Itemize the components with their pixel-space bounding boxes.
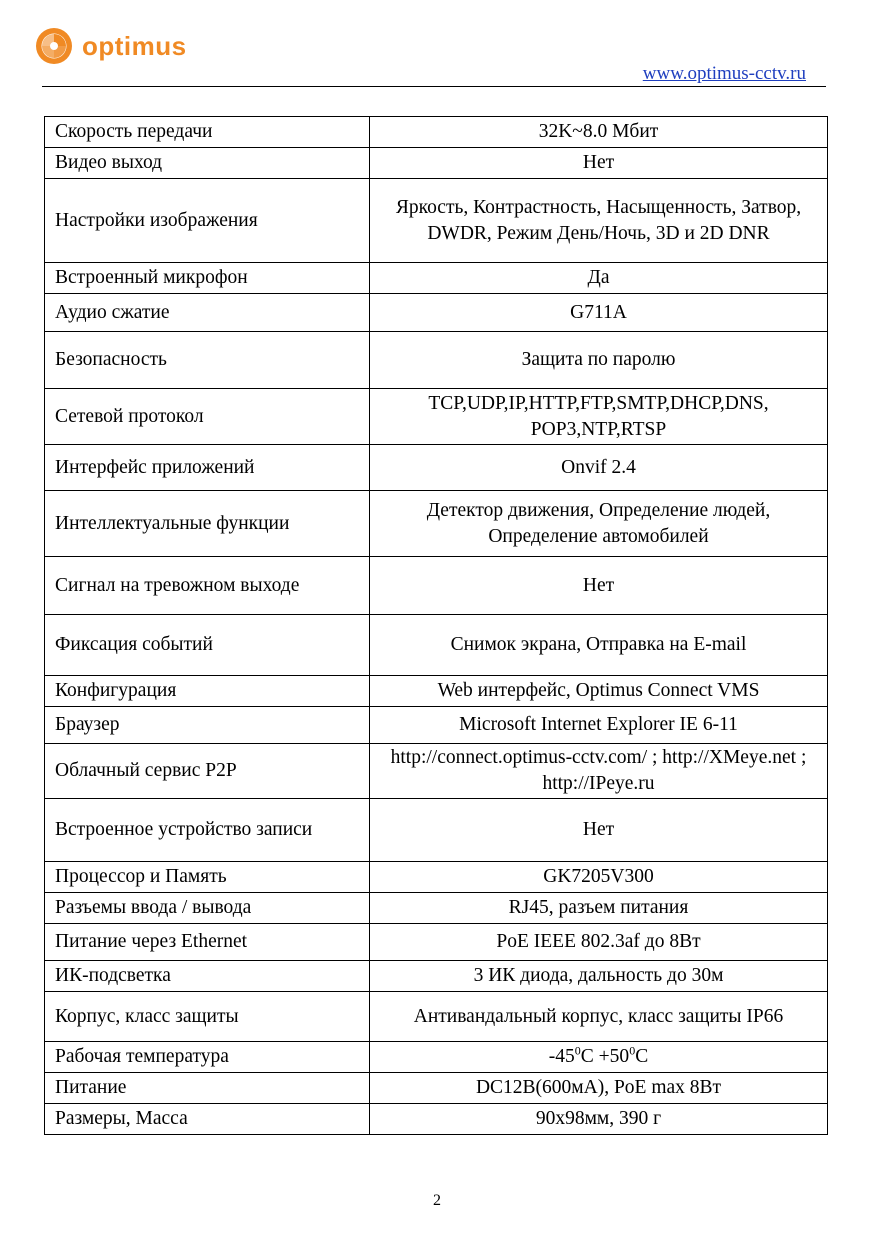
spec-parameter: Размеры, Масса	[45, 1104, 370, 1135]
spec-value: Нет	[370, 557, 828, 615]
spec-row	[45, 294, 828, 332]
spec-value: Яркость, Контрастность, Насыщенность, Затвор, DWDR, Режим День/Ночь, 3D и 2D DNR	[370, 179, 828, 263]
spec-value: Web интерфейс, Optimus Connect VMS	[370, 676, 828, 707]
spec-parameter: Питание	[45, 1073, 370, 1104]
spec-row	[45, 744, 828, 799]
spec-row	[45, 445, 828, 491]
spec-row	[45, 924, 828, 961]
spec-row	[45, 491, 828, 557]
spec-value: RJ45, разъем питания	[370, 893, 828, 924]
spec-value: Снимок экрана, Отправка на E-mail	[370, 615, 828, 676]
spec-parameter: Питание через Ethernet	[45, 924, 370, 961]
spec-value: PoE IEEE 802.3af до 8Вт	[370, 924, 828, 961]
spec-parameter: Разъемы ввода / вывода	[45, 893, 370, 924]
spec-row	[45, 676, 828, 707]
spec-row	[45, 893, 828, 924]
spec-parameter: Конфигурация	[45, 676, 370, 707]
spec-row	[45, 557, 828, 615]
spec-value: G711A	[370, 294, 828, 332]
spec-parameter: Видео выход	[45, 148, 370, 179]
spec-parameter: Корпус, класс защиты	[45, 992, 370, 1042]
spec-row	[45, 117, 828, 148]
spec-row	[45, 862, 828, 893]
spec-parameter: Рабочая температура	[45, 1042, 370, 1073]
temperature-part: -45	[548, 1046, 575, 1067]
temperature-part: C	[635, 1046, 649, 1067]
spec-parameter: Облачный сервис P2P	[45, 744, 370, 799]
spec-row	[45, 332, 828, 389]
spec-row	[45, 1104, 828, 1135]
spec-value: Нет	[370, 799, 828, 862]
spec-row	[45, 615, 828, 676]
spec-value: 90x98мм, 390 г	[370, 1104, 828, 1135]
spec-parameter: Интеллектуальные функции	[45, 491, 370, 557]
spec-value: http://connect.optimus-cctv.com/ ; http://XMeye.net ; http://IPeye.ru	[370, 744, 828, 799]
spec-parameter: ИК-подсветка	[45, 961, 370, 992]
specifications-table	[44, 116, 828, 1135]
spec-row	[45, 961, 828, 992]
spec-parameter: Сетевой протокол	[45, 389, 370, 445]
spec-row	[45, 799, 828, 862]
spec-value: DC12В(600мА), PoE max 8Вт	[370, 1073, 828, 1104]
spec-value: TCP,UDP,IP,HTTP,FTP,SMTP,DHCP,DNS, POP3,NTP,RTSP	[370, 389, 828, 445]
spec-parameter: Настройки изображения	[45, 179, 370, 263]
spec-parameter: Аудио сжатие	[45, 294, 370, 332]
temperature-part: C +50	[580, 1046, 630, 1067]
temperature-part: 0	[629, 1043, 636, 1058]
spec-parameter: Процессор и Память	[45, 862, 370, 893]
logo-text: optimus	[82, 30, 187, 61]
spec-value: Антивандальный корпус, класс защиты IP66	[370, 992, 828, 1042]
spec-value: GK7205V300	[370, 862, 828, 893]
temperature-part: 0	[574, 1043, 581, 1058]
spec-row	[45, 263, 828, 294]
spec-value: Microsoft Internet Explorer IE 6-11	[370, 707, 828, 744]
spec-value: Onvif 2.4	[370, 445, 828, 491]
spec-value: 32K~8.0 Мбит	[370, 117, 828, 148]
spec-parameter: Интерфейс приложений	[45, 445, 370, 491]
spec-row	[45, 179, 828, 263]
spec-parameter: Скорость передачи	[45, 117, 370, 148]
spec-row	[45, 992, 828, 1042]
spec-value: Нет	[370, 148, 828, 179]
spec-row	[45, 389, 828, 445]
header-divider	[42, 86, 826, 87]
spec-parameter: Сигнал на тревожном выходе	[45, 557, 370, 615]
spec-value: Защита по паролю	[370, 332, 828, 389]
brand-logo	[34, 26, 187, 66]
page-number: 2	[433, 1192, 441, 1209]
spec-row	[45, 148, 828, 179]
spec-row	[45, 1042, 828, 1073]
spec-parameter: Фиксация событий	[45, 615, 370, 676]
website-link[interactable]: www.optimus-cctv.ru	[642, 63, 806, 84]
spec-parameter: Встроенное устройство записи	[45, 799, 370, 862]
optimus-logo-icon	[34, 26, 74, 66]
spec-value: Да	[370, 263, 828, 294]
spec-parameter: Браузер	[45, 707, 370, 744]
spec-row	[45, 1073, 828, 1104]
spec-row	[45, 707, 828, 744]
spec-value	[370, 1042, 828, 1073]
spec-parameter: Встроенный микрофон	[45, 263, 370, 294]
spec-value: Детектор движения, Определение людей, Определение автомобилей	[370, 491, 828, 557]
spec-parameter: Безопасность	[45, 332, 370, 389]
spec-value: 3 ИК диода, дальность до 30м	[370, 961, 828, 992]
